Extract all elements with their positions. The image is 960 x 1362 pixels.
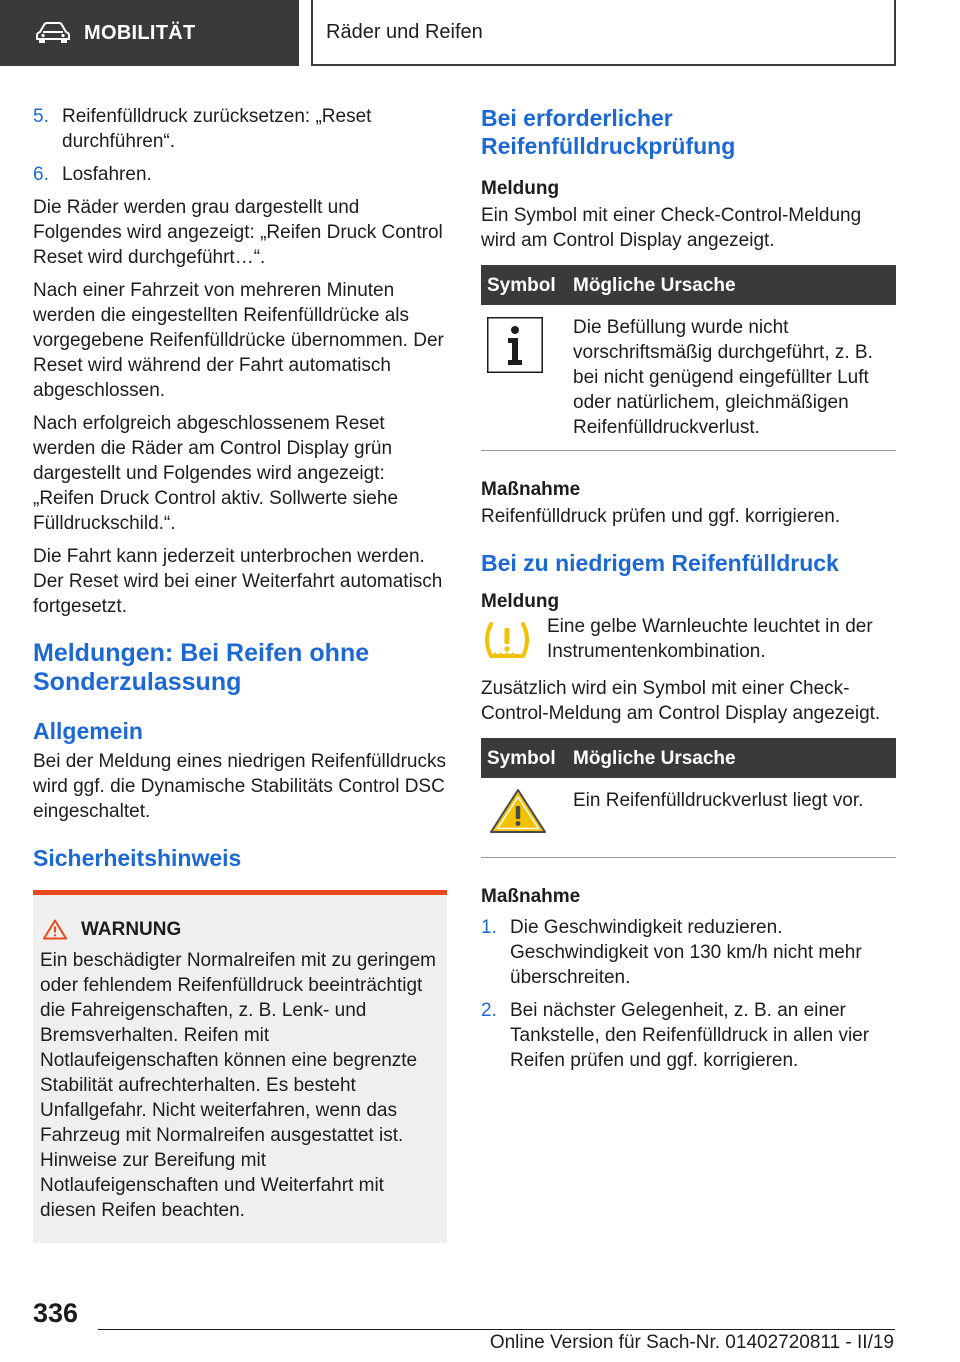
symbol-table-2	[481, 738, 896, 858]
subheading-check: Bei erforderlicher Reifenfülldruckprüfung	[481, 105, 736, 159]
page-header	[0, 0, 960, 66]
column-header-symbol: Symbol	[481, 265, 573, 305]
warning-text: Ein beschädigter Normalreifen mit zu geringem oder fehlendem Reifenfülldruck beeinträchtigt die Fahreigenschaften, z. B. Lenk- und Bremsverhalten. Reifen mit Notlaufeigenschaften können eine begrenzte Stabilität aufrechterhalten. Es besteht Unfallgefahr. Nicht weiterfahren, wenn das Fahrzeug mit Normalreifen ausgestattet ist. Hinweise zur Bereifung mit Notlaufeigenschaften und Weiterfahrt mit diesen Reifen beachten.	[40, 950, 437, 1221]
paragraph: Reifenfülldruck prüfen und ggf. korrigieren.	[481, 506, 841, 527]
paragraph: Die Fahrt kann jederzeit unterbrochen werden. Der Reset wird bei einer Weiterfahrt automatisch fortgesetzt.	[33, 546, 443, 617]
paragraph: Die Räder werden grau dargestellt und Folgendes wird angezeigt: „Reifen Druck Control Reset wird durchgeführt…“.	[33, 197, 443, 268]
table-header-row	[481, 265, 896, 305]
list-item	[33, 162, 447, 187]
step-text: Reifenfülldruck zurücksetzen: „Reset durchführen“.	[62, 106, 372, 152]
right-column	[481, 104, 896, 1081]
chapter-tab	[311, 0, 896, 66]
action-label: Maßnahme	[481, 479, 581, 500]
table-row	[481, 305, 896, 451]
footer-divider	[98, 1329, 895, 1330]
paragraph: Ein Symbol mit einer Check-Control-Meldung wird am Control Display angezeigt.	[481, 205, 862, 251]
warning-label: WARNUNG	[81, 919, 182, 940]
footer-version: Online Version für Sach-Nr. 01402720811 - II/19	[489, 1332, 894, 1353]
step-text: Die Geschwindigkeit reduzieren. Geschwindigkeit von 130 km/h nicht mehr überschreiten.	[510, 917, 862, 988]
section-title: MOBILITÄT	[84, 21, 196, 44]
step-text: Losfahren.	[62, 164, 152, 185]
cause-text: Die Befüllung wurde nicht vorschriftsmäßig durchgeführt, z. B. bei nicht genügend eingefüllter Luft oder natürlichem, gleichmäßigen Reifenfülldruckverlust.	[573, 305, 896, 451]
table-header-row	[481, 738, 896, 778]
column-header-symbol: Symbol	[481, 738, 573, 778]
list-item	[481, 998, 896, 1073]
lamp-text: Eine gelbe Warnleuchte leuchtet in der Instrumentenkombination.	[547, 616, 873, 662]
cause-text: Ein Reifenfülldruckverlust liegt vor.	[573, 778, 896, 858]
caution-triangle-icon	[487, 786, 549, 836]
paragraph: Zusätzlich wird ein Symbol mit einer Check-Control-Meldung am Control Display angezeigt.	[481, 678, 881, 724]
left-column	[33, 104, 447, 1243]
step-number: 1.	[481, 917, 497, 938]
paragraph: Nach einer Fahrzeit von mehreren Minuten werden die eingestellten Reifenfülldrücke als vorgegebene Reifenfülldrücke übernommen. Der Reset wird während der Fahrt automatisch abgeschlossen.	[33, 280, 444, 401]
paragraph: Nach erfolgreich abgeschlossenem Reset werden die Räder am Control Display grün dargestellt und Folgendes wird angezeigt: „Reifen Druck Control aktiv. Sollwerte siehe Fülldruckschild.“.	[33, 413, 399, 534]
section-tab	[0, 0, 299, 66]
list-item	[481, 915, 896, 990]
warning-header	[40, 917, 437, 942]
step-text: Bei nächster Gelegenheit, z. B. an einer Tankstelle, den Reifenfülldruck in allen vier Reifen prüfen und ggf. korrigieren.	[510, 1000, 870, 1071]
chapter-title: Räder und Reifen	[326, 20, 483, 43]
subheading-safety: Sicherheitshinweis	[33, 845, 242, 871]
car-icon	[36, 22, 70, 44]
list-item	[33, 104, 447, 154]
info-icon	[487, 317, 543, 373]
message-label: Meldung	[481, 591, 560, 612]
step-number: 2.	[481, 1000, 497, 1021]
section-heading: Meldungen: Bei Reifen ohne Sonderzulassung	[33, 639, 370, 696]
column-header-cause: Mögliche Ursache	[573, 738, 896, 778]
page-number: 336	[33, 1298, 79, 1328]
column-header-cause: Mögliche Ursache	[573, 265, 896, 305]
step-number: 6.	[33, 164, 49, 185]
paragraph: Bei der Meldung eines niedrigen Reifenfülldrucks wird ggf. die Dynamische Stabilitäts Control DSC eingeschaltet.	[33, 751, 446, 822]
table-row	[481, 778, 896, 858]
tire-pressure-warning-icon	[481, 620, 533, 660]
message-label: Meldung	[481, 178, 560, 199]
symbol-table-1	[481, 265, 896, 451]
warning-box	[33, 890, 447, 1243]
subheading-low-pressure: Bei zu niedrigem Reifenfülldruck	[481, 550, 839, 576]
step-number: 5.	[33, 106, 49, 127]
warning-lamp-row	[481, 614, 896, 664]
action-label: Maßnahme	[481, 886, 581, 907]
subheading-general: Allgemein	[33, 718, 143, 744]
warning-triangle-icon	[43, 919, 67, 940]
